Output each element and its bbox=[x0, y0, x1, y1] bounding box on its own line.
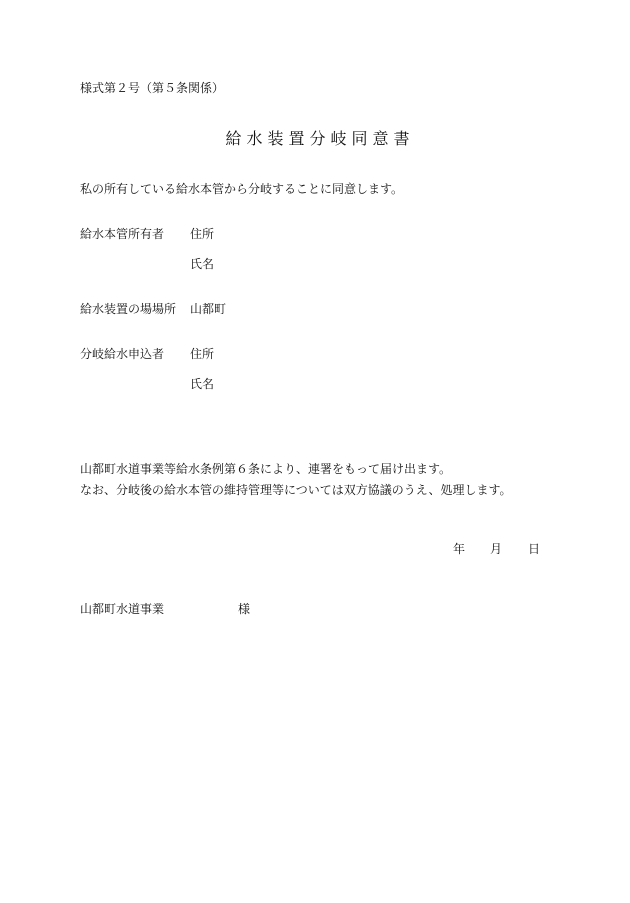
document-title: 給水装置分岐同意書 bbox=[225, 129, 415, 148]
statement-line-1: 山都町水道事業等給水条例第６条により、連署をもって届け出ます。 bbox=[80, 462, 452, 476]
addressee-name: 山都町水道事業 bbox=[80, 602, 165, 616]
statement-line-2: なお、分岐後の給水本管の維持管理等については双方協議のうえ、処理します。 bbox=[80, 483, 512, 497]
date-month-label: 月 bbox=[490, 542, 503, 556]
main-pipe-owner-name-label: 氏名 bbox=[190, 257, 215, 271]
branch-applicant-name-label: 氏名 bbox=[190, 377, 215, 391]
device-location-label: 給水装置の場場所 bbox=[80, 302, 177, 316]
form-number: 様式第２号（第５条関係） bbox=[80, 81, 225, 95]
branch-applicant-address-label: 住所 bbox=[190, 347, 215, 361]
device-location-value: 山都町 bbox=[190, 302, 227, 316]
addressee-honorific: 様 bbox=[238, 602, 251, 616]
main-pipe-owner-address-label: 住所 bbox=[190, 227, 215, 241]
main-pipe-owner-label: 給水本管所有者 bbox=[80, 227, 165, 241]
consent-statement: 私の所有している給水本管から分岐することに同意します。 bbox=[80, 182, 404, 196]
branch-applicant-label: 分岐給水申込者 bbox=[80, 347, 165, 361]
date-year-label: 年 bbox=[453, 542, 466, 556]
date-day-label: 日 bbox=[528, 542, 541, 556]
